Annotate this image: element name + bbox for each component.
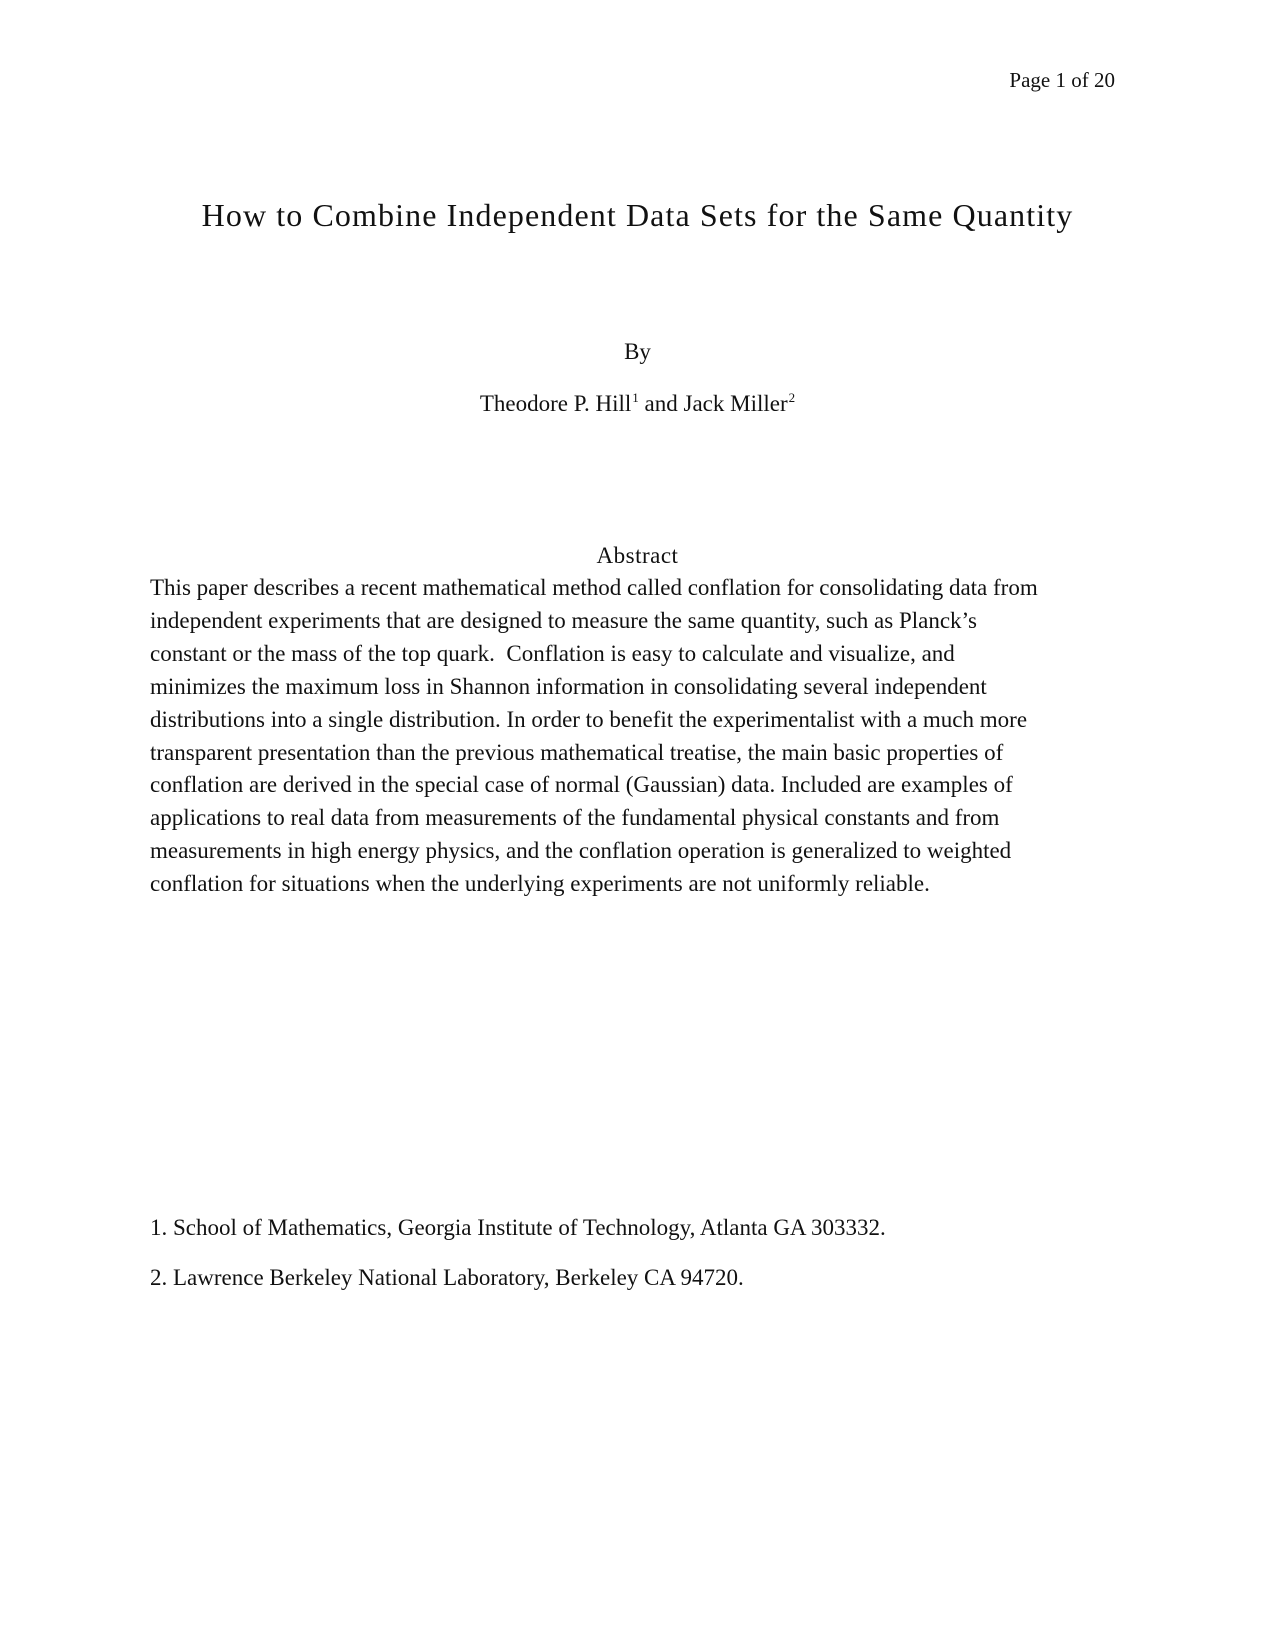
abstract-line: constant or the mass of the top quark. Conflation is easy to calculate and visualize, and <box>150 640 955 666</box>
author-name: Jack Miller <box>683 391 788 416</box>
abstract-line: applications to real data from measurements of the fundamental physical constants and from <box>150 805 1000 831</box>
author-list <box>0 392 1275 415</box>
abstract-line: measurements in high energy physics, and the conflation operation is generalized to weighted <box>150 838 1012 864</box>
abstract-line: This paper describes a recent mathematical method called conflation for consolidating data from <box>150 575 1038 600</box>
affiliation-mark: 1 <box>632 390 639 405</box>
affiliations-footnotes <box>150 1216 1130 1316</box>
affiliation-item: 2. Lawrence Berkeley National Laboratory, Berkeley CA 94720. <box>150 1265 744 1290</box>
author-name: Theodore P. Hill <box>479 391 632 416</box>
abstract-body <box>150 572 1140 901</box>
author-joiner: and <box>644 391 678 416</box>
page-number: Page 1 of 20 <box>1009 68 1115 92</box>
abstract-line: conflation are derived in the special case of normal (Gaussian) data. Included are examples of <box>150 772 1013 798</box>
paper-title: How to Combine Independent Data Sets for the Same Quantity <box>201 197 1074 233</box>
abstract-line: conflation for situations when the underlying experiments are not uniformly reliable. <box>150 871 930 897</box>
abstract-line: distributions into a single distribution. In order to benefit the experimentalist with a much more <box>150 706 1028 732</box>
abstract-heading: Abstract <box>596 543 679 568</box>
affiliation-item: 1. School of Mathematics, Georgia Institute of Technology, Atlanta GA 303332. <box>150 1215 886 1240</box>
byline-label: By <box>624 339 651 364</box>
abstract-line: transparent presentation than the previous mathematical treatise, the main basic properties of <box>150 739 1004 765</box>
affiliation-mark: 2 <box>788 390 796 405</box>
abstract-line: independent experiments that are designed to measure the same quantity, such as Planck’s <box>150 607 977 633</box>
abstract-line: minimizes the maximum loss in Shannon information in consolidating several independent <box>150 673 987 699</box>
